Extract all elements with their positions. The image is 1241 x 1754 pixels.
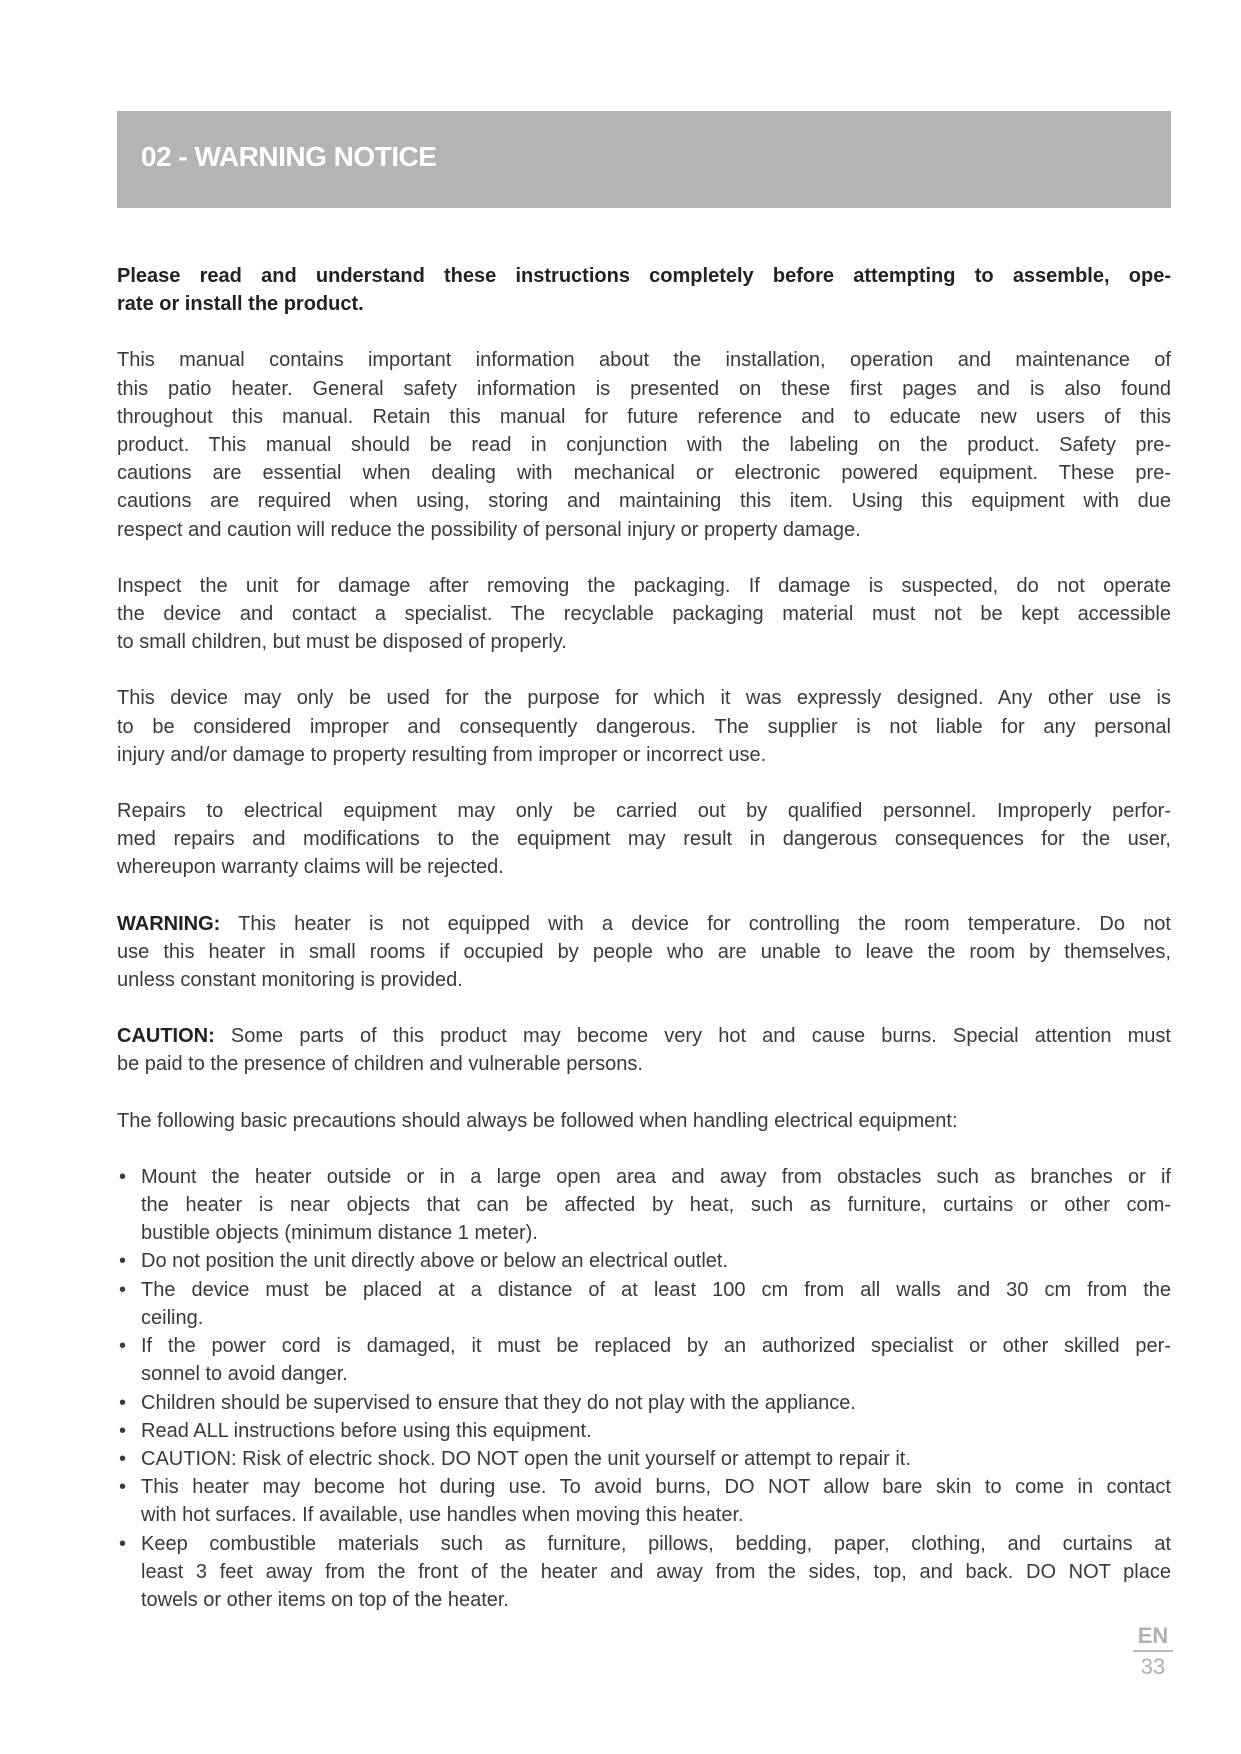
precautions-list xyxy=(117,1163,1171,1614)
text-line: throughout this manual. Retain this manual for future reference and to educate new users of this xyxy=(117,405,1171,428)
text-line xyxy=(117,938,1171,966)
list-item xyxy=(117,1389,1171,1417)
list-item xyxy=(117,1530,1171,1615)
text-line: injury and/or damage to property resulting from improper or incorrect use. xyxy=(117,743,767,766)
list-item xyxy=(117,1332,1171,1388)
notice-text: be paid to the presence of children and vulnerable persons. xyxy=(117,1053,643,1076)
text-line: cautions are essential when dealing with mechanical or electronic powered equipment. These pre- xyxy=(117,462,1171,485)
text-line: Mount the heater outside or in a large open area and away from obstacles such as branches or if xyxy=(141,1165,1171,1188)
bullet-icon: • xyxy=(119,1391,127,1414)
text-line: Read ALL instructions before using this equipment. xyxy=(141,1419,592,1442)
text-line xyxy=(117,910,1171,938)
bullet-icon: • xyxy=(119,1532,127,1555)
text-line: rate or install the product. xyxy=(117,293,364,316)
text-line: to small children, but must be disposed of properly. xyxy=(117,631,567,654)
text-line: towels or other items on top of the heater. xyxy=(141,1588,509,1611)
list-item xyxy=(117,1417,1171,1445)
text-line xyxy=(117,966,1171,994)
text-line: This manual contains important information about the installation, operation and maintenance of xyxy=(117,349,1171,372)
text-line: Please read and understand these instructions completely before attempting to assemble, ope- xyxy=(117,265,1171,287)
notice-text: Some parts of this product may become very hot and cause burns. Special attention must xyxy=(214,1025,1171,1048)
page-number: 33 xyxy=(1140,1654,1166,1679)
text-line: product. This manual should be read in conjunction with the labeling on the product. Safety pre- xyxy=(117,434,1171,457)
warning-label: WARNING: xyxy=(117,912,221,935)
precautions-intro: The following basic precautions should always be followed when handling electrical equipment: xyxy=(117,1109,958,1132)
notice-text: unless constant monitoring is provided. xyxy=(117,969,463,992)
text-line: whereupon warranty claims will be rejected. xyxy=(117,856,504,879)
text-line: ceiling. xyxy=(141,1306,204,1329)
list-item xyxy=(117,1276,1171,1332)
text-line: this patio heater. General safety information is presented on these first pages and is also found xyxy=(117,377,1171,400)
body-paragraph xyxy=(117,797,1171,882)
text-line: bustible objects (minimum distance 1 meter). xyxy=(141,1222,538,1245)
bullet-icon: • xyxy=(119,1335,127,1358)
text-line: sonnel to avoid danger. xyxy=(141,1363,348,1386)
bullet-icon: • xyxy=(119,1165,127,1188)
section-header-bar xyxy=(117,111,1171,208)
bullet-icon: • xyxy=(119,1476,127,1499)
text-line: CAUTION: Risk of electric shock. DO NOT open the unit yourself or attempt to repair it. xyxy=(141,1447,911,1470)
bullet-icon: • xyxy=(119,1250,127,1273)
intro-heading xyxy=(117,262,1171,318)
text-line: Repairs to electrical equipment may only be carried out by qualified personnel. Improperly perfor- xyxy=(117,800,1171,823)
body-paragraph xyxy=(117,572,1171,657)
text-line: The device must be placed at a distance of at least 100 cm from all walls and 30 cm from the xyxy=(141,1278,1171,1301)
text-line: Inspect the unit for damage after removing the packaging. If damage is suspected, do not operate xyxy=(117,574,1171,597)
text-line: Children should be supervised to ensure that they do not play with the appliance. xyxy=(141,1391,856,1414)
caution-notice xyxy=(117,1022,1171,1078)
section-title: 02 - WARNING NOTICE xyxy=(141,141,437,172)
text-line: the device and contact a specialist. The recyclable packaging material must not be kept accessible xyxy=(117,603,1171,626)
page-footer xyxy=(1133,1622,1173,1682)
document-body xyxy=(117,262,1171,1614)
bullet-icon: • xyxy=(119,1447,127,1470)
body-paragraph xyxy=(117,684,1171,769)
text-line: the heater is near objects that can be affected by heat, such as furniture, curtains or other com- xyxy=(141,1194,1171,1217)
text-line: least 3 feet away from the front of the heater and away from the sides, top, and back. DO NOT place xyxy=(141,1560,1171,1583)
text-line: with hot surfaces. If available, use handles when moving this heater. xyxy=(141,1504,744,1527)
text-line: cautions are required when using, storing and maintaining this item. Using this equipment with due xyxy=(117,490,1171,513)
list-item xyxy=(117,1247,1171,1275)
warning-notice xyxy=(117,910,1171,995)
text-line xyxy=(117,1050,1171,1078)
text-line: This device may only be used for the purpose for which it was expressly designed. Any other use is xyxy=(117,687,1171,710)
body-paragraph xyxy=(117,346,1171,543)
text-line: If the power cord is damaged, it must be replaced by an authorized specialist or other skilled per- xyxy=(141,1335,1171,1358)
language-label: EN xyxy=(1133,1622,1173,1652)
list-item xyxy=(117,1445,1171,1473)
list-item xyxy=(117,1473,1171,1529)
text-line: This heater may become hot during use. To avoid burns, DO NOT allow bare skin to come in contact xyxy=(141,1476,1171,1499)
notice-text: This heater is not equipped with a device for controlling the room temperature. Do not xyxy=(220,912,1171,935)
bullet-icon: • xyxy=(119,1419,127,1442)
text-line: Do not position the unit directly above or below an electrical outlet. xyxy=(141,1250,729,1273)
text-line: respect and caution will reduce the possibility of personal injury or property damage. xyxy=(117,518,861,541)
list-item xyxy=(117,1163,1171,1248)
bullet-icon: • xyxy=(119,1278,127,1301)
text-line: to be considered improper and consequently dangerous. The supplier is not liable for any personal xyxy=(117,715,1171,738)
text-line: Keep combustible materials such as furniture, pillows, bedding, paper, clothing, and curtains at xyxy=(141,1532,1171,1555)
text-line: med repairs and modifications to the equipment may result in dangerous consequences for the user, xyxy=(117,828,1171,851)
caution-label: CAUTION: xyxy=(117,1025,215,1048)
notice-text: use this heater in small rooms if occupied by people who are unable to leave the room by themselves, xyxy=(117,940,1171,963)
text-line xyxy=(117,1022,1171,1050)
